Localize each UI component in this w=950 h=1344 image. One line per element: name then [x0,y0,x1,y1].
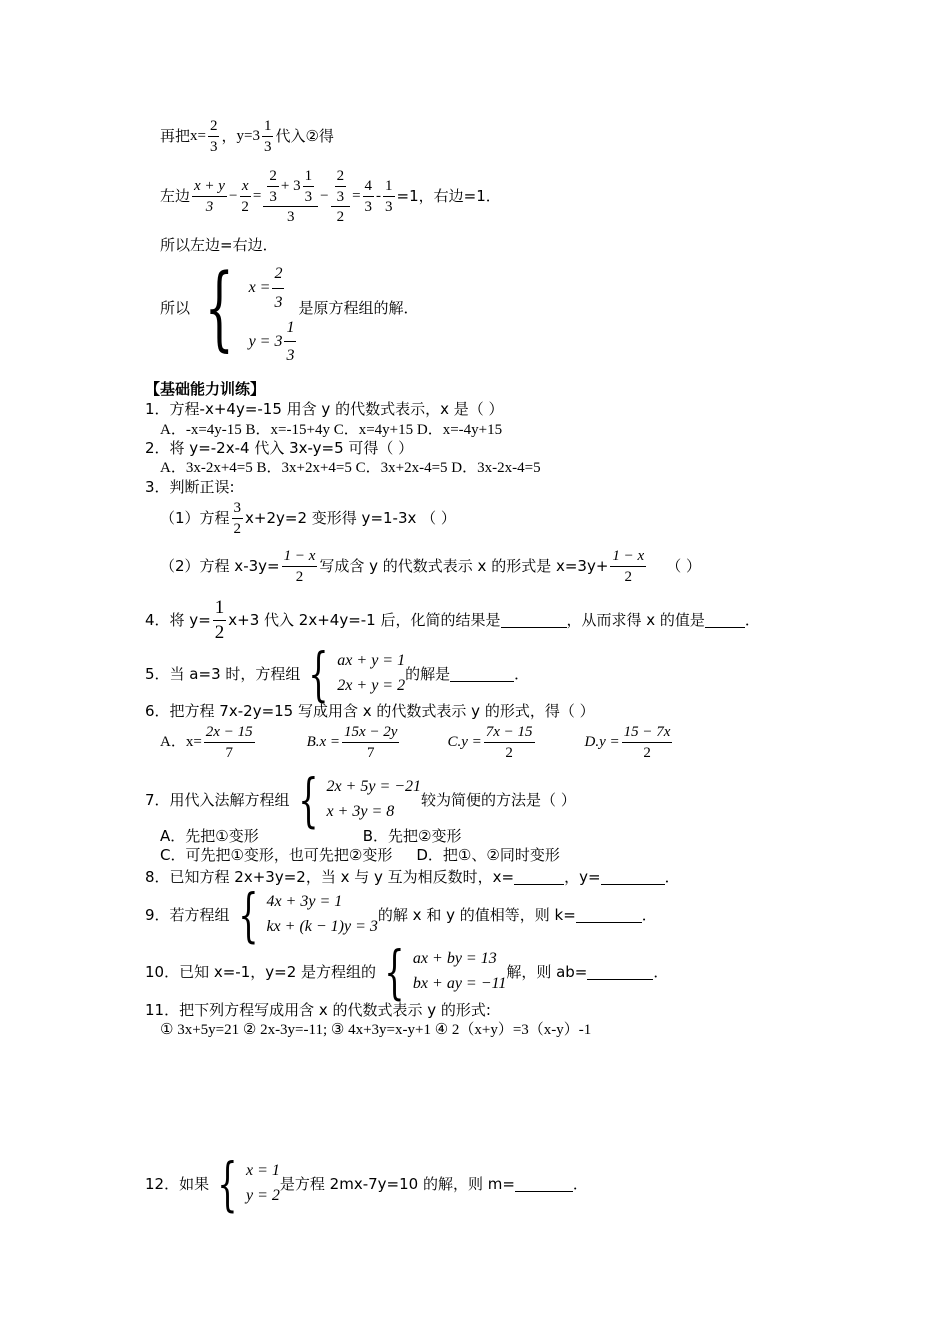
equation-system: { x = $\frac{2}{3}$ y = 3 $\frac{1}{3}$ [204,254,295,365]
question-4: 4．将 y= $\frac{1}{2}$ x+3 代入 2x+4y=-1 后，化简的结果是 ，从而求得 x 的值是 ． [145,597,760,643]
question-2-options: A．3x-2x+4=5 B．3x+2x+4=5 C．3x+2x-4=5 D．3x-2x-4=5 [160,460,541,476]
question-1: 1．方程-x+4y=-15 用含 y 的代数式表示，x 是（ ） [145,400,504,418]
question-6: 6．把方程 7x-2y=15 写成用含 x 的代数式表示 y 的形式，得（ ） [145,702,595,720]
question-7-options-ab: A．先把①变形 B．先把②变形 [160,827,462,845]
answer-blank[interactable] [450,667,514,682]
fraction: $\frac{x + y}{3}$ [194,178,225,215]
complex-fraction: $\frac{2}{3}$ + 3 $\frac{1}{3}$ 3 [263,168,318,226]
question-3: 3．判断正误: [145,478,235,496]
equation-system: { 4x + 3y = 1 kx + (k − 1)y = 3 [237,881,378,949]
question-9: 9．若方程组 { 4x + 3y = 1 kx + (k − 1)y = 3 的解 x 和 y 的值相等，则 k= ． [145,881,657,949]
answer-blank[interactable] [515,1177,573,1192]
question-2: 2．将 y=-2x-4 代入 3x-y=5 可得（ ） [145,439,414,457]
question-3-part-2: （2）方程 x-3y= $\frac{1 - x}{2}$ 写成含 y 的代数式表示 x 的形式是 x=3y+ $\frac{1 - x}{2}$ （ ） [160,548,701,585]
complex-fraction: $\frac{\frac{2}{3}}{2}$ [331,168,351,226]
answer-blank[interactable] [601,870,665,885]
answer-blank[interactable] [587,965,653,980]
equation-system: { 2x + 5y = −21 x + 3y = 8 [297,766,422,834]
answer-blank[interactable] [501,613,567,628]
question-11: 11．把下列方程写成用含 x 的代数式表示 y 的形式: [145,1001,491,1019]
question-5: 5．当 a=3 时，方程组 { ax + y = 1 2x + y = 2 的解是 ． [145,640,530,708]
intro-line-4: 所以 { x = $\frac{2}{3}$ y = 3 $\frac{1}{3}$ 是原方程组的解． [160,254,419,365]
fraction: $\frac{1}{3}$ [263,118,272,155]
question-12: 12．如果 { x = 1 y = 2 是方程 2mx-7y=10 的解，则 m= ． [145,1150,588,1218]
answer-blank[interactable] [576,908,642,923]
question-7-options-cd: C．可先把①变形，也可先把②变形 D．把①、②同时变形 [160,846,560,864]
question-7: 7．用代入法解方程组 { 2x + 5y = −21 x + 3y = 8 较为简便的方法是（ ） [145,766,576,834]
equation-system: { ax + y = 1 2x + y = 2 [308,640,406,708]
question-3-part-1: （1）方程 $\frac{3}{2}$ x+2y=2 变形得 y=1-3x （ ） [160,500,456,537]
equation-system: { ax + by = 13 bx + ay = −11 [384,938,507,1006]
answer-blank[interactable] [514,870,564,885]
intro-line-3: 所以左边=右边． [160,236,278,254]
equation-system: { x = 1 y = 2 [217,1150,280,1218]
question-11-items: ① 3x+5y=21 ② 2x-3y=-11; ③ 4x+3y=x-y+1 ④ 2（x+y）=3（x-y）-1 [160,1022,592,1038]
section-title: 【基础能力训练】 [145,380,266,398]
intro-line-1: 再把 x= $\frac{2}{3}$ ， y=3 $\frac{1}{3}$ 代入②得 [160,118,334,155]
question-6-options: A．x= $\frac{2x - 15}{7}$ B.x = $\frac{15x - 2y}{7}$ C.y = $\frac{7x - 15}{2}$ D.y = $\frac{15 - 7x}{2}$ [160,724,671,761]
answer-blank[interactable] [705,613,745,628]
question-10: 10．已知 x=-1，y=2 是方程组的 { ax + by = 13 bx + ay = −11 解，则 ab= ． [145,938,669,1006]
fraction: $\frac{x}{2}$ [241,178,249,215]
intro-line-2: 左边 $\frac{x + y}{3}$ − $\frac{x}{2}$ = $\frac{2}{3}$ + 3 $\frac{1}{3}$ 3 − $\frac{\frac{2}{3}}{2}$ = $\frac{4}{3}$ - $\frac{1}{3}$ =1，右边=1． [160,168,501,225]
question-1-options: A．-x=4y-15 B．x=-15+4y C．x=4y+15 D．x=-4y+15 [160,422,503,438]
question-8: 8．已知方程 2x+3y=2，当 x 与 y 互为相反数时，x= ，y= ． [145,868,680,886]
fraction: $\frac{2}{3}$ [209,118,218,155]
